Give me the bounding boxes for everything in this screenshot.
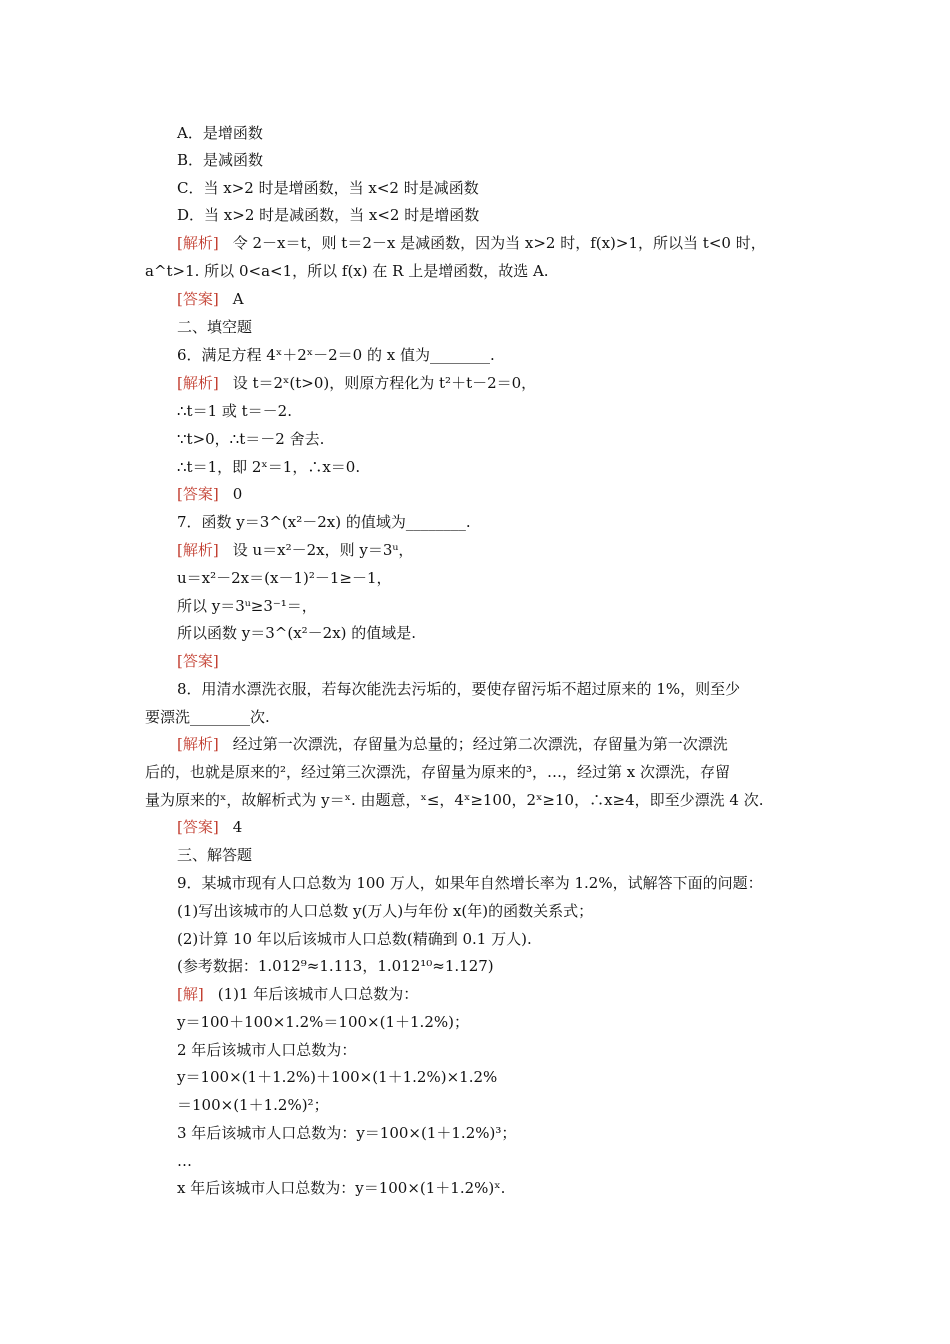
option-letter: B． bbox=[177, 151, 204, 169]
answer-tag: [答案] bbox=[177, 818, 219, 836]
option-d bbox=[177, 205, 479, 225]
answer-text: 4 bbox=[232, 818, 243, 836]
section-heading: 二、填空题 bbox=[177, 318, 253, 336]
q6-answer bbox=[177, 484, 242, 504]
q9-solution-line: y＝100×(1＋1.2%)＋100×(1＋1.2%)×1.2% bbox=[177, 1068, 498, 1086]
q6-analysis-line: ∴t＝1，即 2ˣ＝1，∴x＝0. bbox=[177, 458, 361, 476]
q6-analysis-line: ∵t>0，∴t＝－2 舍去. bbox=[177, 430, 325, 448]
option-text: 当 x>2 时是增函数，当 x<2 时是减函数 bbox=[203, 179, 479, 197]
answer-text: 0 bbox=[232, 485, 243, 503]
q9-solution-line: … bbox=[177, 1152, 192, 1170]
q9-part2: (2)计算 10 年以后该城市人口总数(精确到 0.1 万人). bbox=[177, 930, 532, 948]
q8-analysis bbox=[177, 734, 728, 754]
q9-solution-line: y＝100＋100×1.2%＝100×(1＋1.2%)； bbox=[177, 1013, 469, 1031]
solution-tag: [解] bbox=[177, 985, 204, 1003]
q9-solution-line: 3 年后该城市人口总数为：y＝100×(1＋1.2%)³； bbox=[177, 1124, 517, 1142]
q5-analysis-cont bbox=[145, 261, 549, 281]
q8-question-cont: 要漂洗________次. bbox=[145, 708, 270, 726]
q7-question: 7．函数 y＝3^(x²－2x) 的值域为________. bbox=[177, 513, 471, 531]
analysis-text: 令 2－x＝t，则 t＝2－x 是减函数，因为当 x>2 时，f(x)>1，所以当 t<0 时， bbox=[232, 234, 766, 252]
q9-solution bbox=[177, 984, 418, 1004]
option-text: 是减函数 bbox=[203, 151, 264, 169]
analysis-text: 经过第一次漂洗，存留量为总量的；经过第二次漂洗，存留量为第一次漂洗 bbox=[232, 735, 728, 753]
q6-question: 6．满足方程 4ˣ＋2ˣ－2＝0 的 x 值为________. bbox=[177, 346, 495, 364]
option-letter: C． bbox=[177, 179, 204, 197]
option-letter: D． bbox=[177, 206, 205, 224]
option-text: 是增函数 bbox=[202, 124, 263, 142]
q9-part1: (1)写出该城市的人口总数 y(万人)与年份 x(年)的函数关系式； bbox=[177, 902, 594, 920]
analysis-text: a^t>1. 所以 0<a<1，所以 f(x) 在 R 上是增函数，故选 A. bbox=[145, 262, 549, 280]
answer-tag: [答案] bbox=[177, 485, 219, 503]
analysis-tag: [解析] bbox=[177, 234, 219, 252]
q8-answer bbox=[177, 817, 242, 837]
answer-text: A bbox=[232, 290, 244, 308]
q9-solution-line: 2 年后该城市人口总数为： bbox=[177, 1041, 357, 1059]
q8-analysis-cont: 后的，也就是原来的²，经过第三次漂洗，存留量为原来的³，…，经过第 x 次漂洗，存留 bbox=[145, 763, 731, 781]
option-a bbox=[177, 123, 263, 143]
option-letter: A． bbox=[177, 124, 203, 142]
analysis-tag: [解析] bbox=[177, 374, 219, 392]
q5-analysis bbox=[177, 233, 766, 253]
q8-question: 8．用清水漂洗衣服，若每次能洗去污垢的，要使存留污垢不超过原来的 1%，则至少 bbox=[177, 680, 741, 698]
option-b bbox=[177, 150, 263, 170]
answer-tag: [答案] bbox=[177, 652, 219, 670]
option-c bbox=[177, 178, 479, 198]
q5-answer bbox=[177, 289, 244, 309]
option-text: 当 x>2 时是减函数，当 x<2 时是增函数 bbox=[204, 206, 480, 224]
q9-reference: (参考数据：1.012⁹≈1.113，1.012¹⁰≈1.127) bbox=[177, 957, 494, 975]
analysis-text: 设 u＝x²－2x，则 y＝3ᵘ， bbox=[232, 541, 414, 559]
q9-solution-line: x 年后该城市人口总数为：y＝100×(1＋1.2%)ˣ. bbox=[177, 1179, 506, 1197]
solution-text: (1)1 年后该城市人口总数为： bbox=[217, 985, 419, 1003]
analysis-tag: [解析] bbox=[177, 541, 219, 559]
q7-analysis-line: 所以函数 y＝3^(x²－2x) 的值域是. bbox=[177, 624, 417, 642]
q7-analysis-line: u＝x²－2x＝(x－1)²－1≥－1， bbox=[177, 569, 392, 587]
q7-analysis bbox=[177, 540, 413, 560]
section-heading: 三、解答题 bbox=[177, 846, 253, 864]
q6-analysis-line: ∴t＝1 或 t＝－2. bbox=[177, 402, 292, 420]
q7-analysis-line: 所以 y＝3ᵘ≥3⁻¹＝， bbox=[177, 597, 317, 615]
analysis-tag: [解析] bbox=[177, 735, 219, 753]
q6-analysis bbox=[177, 373, 536, 393]
q8-analysis-cont: 量为原来的ˣ，故解析式为 y＝ˣ. 由题意，ˣ≤，4ˣ≥100，2ˣ≥10，∴x≥4，即至少漂洗 4 次. bbox=[145, 791, 764, 809]
q9-question: 9．某城市现有人口总数为 100 万人，如果年自然增长率为 1.2%，试解答下面的问题： bbox=[177, 874, 763, 892]
analysis-text: 设 t＝2ˣ(t>0)，则原方程化为 t²＋t－2＝0， bbox=[232, 374, 537, 392]
q9-solution-line: ＝100×(1＋1.2%)²； bbox=[177, 1096, 329, 1114]
answer-tag: [答案] bbox=[177, 290, 219, 308]
q7-answer bbox=[177, 651, 233, 671]
